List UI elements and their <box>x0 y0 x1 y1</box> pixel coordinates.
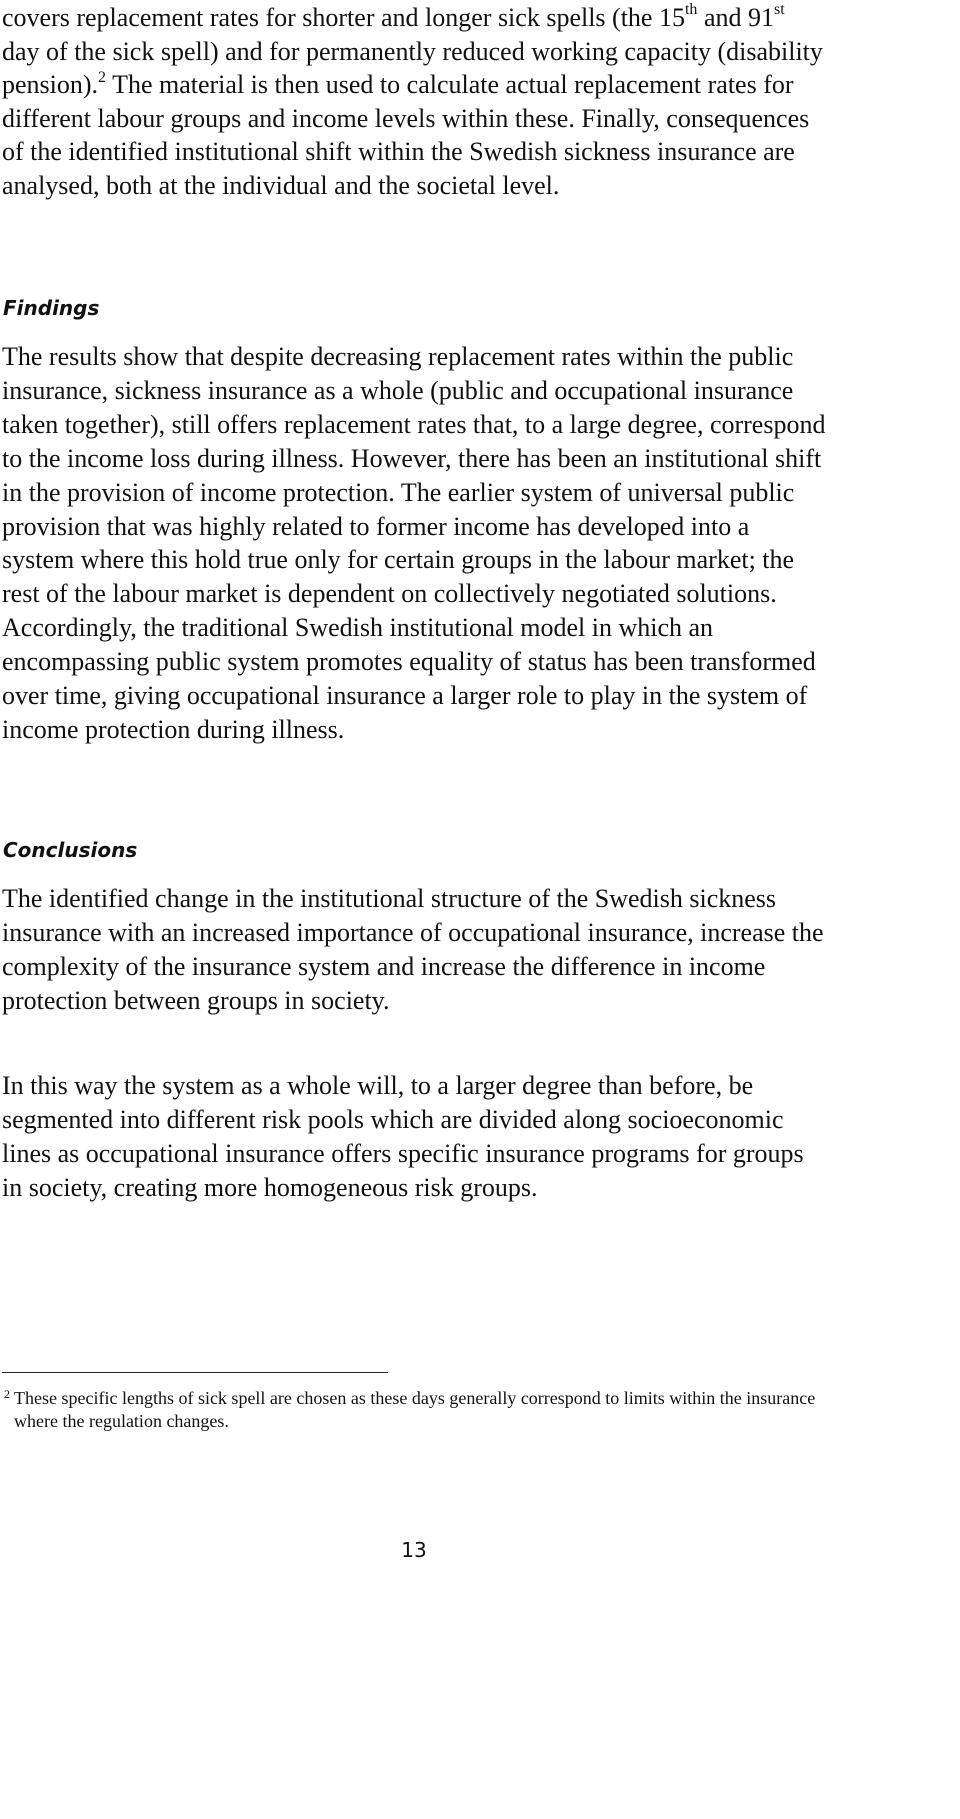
findings-paragraph: The results show that despite decreasing replacement rates within the public insurance, sickness insurance as a whole (public and occupational insurance taken together), still offers replacement rates that, to a large degree, correspond to the income loss during illness. However, there has been an institutional shift in the provision of income protection. The earlier system of universal public provision that was highly related to former income has developed into a system where this hold true only for certain groups in the labour market; the rest of the labour market is dependent on collectively negotiated solutions. Accordingly, the traditional Swedish institutional model in which an encompassing public system promotes equality of status has been transformed over time, giving occupational insurance a larger role to play in the system of income protection during illness. <box>2 342 826 744</box>
intro-text-2: and 91 <box>697 3 774 32</box>
footnote <box>2 1387 822 1433</box>
intro-text-1: covers replacement rates for shorter and longer sick spells (the 15 <box>2 3 685 32</box>
ordinal-suffix-th: th <box>684 1 698 19</box>
conclusions-paragraph-2: In this way the system as a whole will, to a larger degree than before, be segmented into different risk pools which are divided along socioeconomic lines as occupational insurance offers specific insurance programs for groups in society, creating more homogeneous risk groups. <box>2 1071 804 1202</box>
conclusions-paragraph-1: The identified change in the institutional structure of the Swedish sickness insurance with an increased importance of occupational insurance, increase the complexity of the insurance system and increase the difference in income protection between groups in society. <box>2 884 824 1015</box>
footnote-mark: 2 <box>4 1387 10 1401</box>
footnote-text: These specific lengths of sick spell are chosen as these days generally correspond to limits within the insurance where the regulation changes. <box>14 1388 816 1431</box>
intro-text-3: day of the sick spell) and for permanently reduced working capacity (disability pension). <box>2 36 823 100</box>
page-number: 13 <box>401 1538 427 1562</box>
footnote-divider <box>2 1372 388 1373</box>
intro-paragraph <box>2 1 826 203</box>
footnote-reference[interactable]: 2 <box>98 68 107 86</box>
ordinal-suffix-st: st <box>773 1 785 19</box>
findings-heading: Findings <box>3 296 100 320</box>
conclusions-heading: Conclusions <box>3 838 138 862</box>
intro-text-4: The material is then used to calculate actual replacement rates for different labour groups and income levels within these. Finally, consequences of the identified institutional shift within the Swedish sickness insurance are analysed, both at the individual and the societal level. <box>2 70 810 200</box>
